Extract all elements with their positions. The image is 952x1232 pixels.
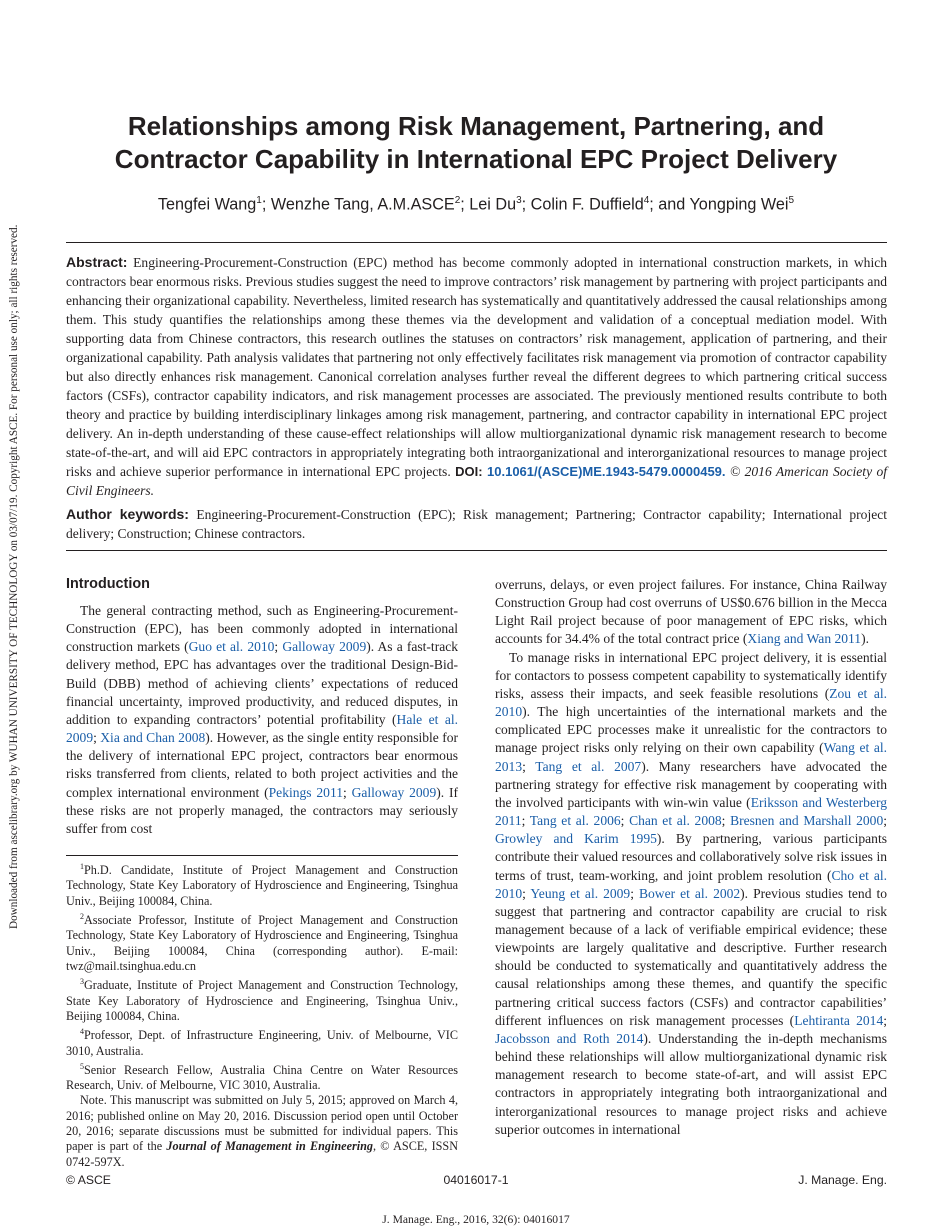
footnote-mark: 4: [80, 1027, 84, 1037]
text-segment: ;: [630, 885, 639, 901]
footnote-rule: [66, 855, 458, 856]
text-segment: ). Many researchers have advocated the partnering strategy for effective risk management by cooperating with the involved participants with win-win value (: [495, 758, 887, 810]
footnote-mark: 5: [80, 1061, 84, 1071]
citation-link[interactable]: Wang et al. 2013: [495, 740, 888, 774]
footnote-text: Ph.D. Candidate, Institute of Project Management and Construction Technology, State Key Laboratory of Hydroscience and Engineering, Tsinghua Univ., Beijing 100084, China.: [66, 863, 458, 908]
citation-link[interactable]: Cho et al. 2010: [495, 867, 888, 901]
author-separator: ;: [261, 195, 271, 214]
author-separator: ;: [460, 195, 470, 214]
footnote-text: Professor, Dept. of Infrastructure Engineering, Univ. of Melbourne, VIC 3010, Australia.: [66, 1028, 458, 1058]
author-affiliation-mark: 2: [454, 195, 461, 206]
author-name: Tengfei Wang: [157, 195, 257, 214]
text-segment: ). As a fast-track delivery method, EPC has advantages over the traditional Design-Bid-Build (DBB) method of achieving clients’ expectations of reduced financial uncertainty, improved productivity, and reduced disputes, in addition to expanding contractors’ potential profitability (: [66, 639, 459, 727]
footnote-text: Graduate, Institute of Project Management and Construction Technology, State Key Laboratory of Hydroscience and Engineering, Tsinghua Univ., Beijing 100084, China.: [66, 978, 458, 1023]
author-name: Wenzhe Tang, A.M.ASCE: [270, 195, 455, 214]
author-separator: ; and: [649, 195, 690, 214]
text-segment: ). By partnering, various participants contribute their valued resources and collaboratively solve risk issues in terms of trust, team-working, and joint problem resolution (: [495, 831, 887, 883]
citation-link[interactable]: Chan et al. 2008: [629, 813, 722, 829]
citation-link[interactable]: Guo et al. 2010: [188, 639, 275, 655]
author-name: Yongping Wei: [689, 195, 789, 214]
footer-journal: J. Manage. Eng.: [798, 1173, 887, 1187]
footnote-mark: 1: [80, 862, 84, 871]
keywords-bottom-rule: [66, 550, 887, 551]
text-segment: ;: [342, 784, 352, 800]
affiliation-footnote: [66, 909, 458, 974]
footnote-mark: 3: [80, 977, 84, 987]
introduction-heading: Introduction: [66, 576, 150, 592]
author-name: Lei Du: [469, 195, 517, 214]
affiliation-footnote: [66, 859, 458, 909]
text-segment: ;: [522, 758, 536, 774]
citation-link[interactable]: Tang et al. 2006: [529, 813, 621, 829]
citation-link[interactable]: Xia and Chan 2008: [100, 730, 206, 746]
keywords-label: Author keywords:: [66, 506, 189, 522]
text-segment: overruns, delays, or even project failures. For instance, China Railway Construction Group had cost overruns of US$0.676 billion in the Mecca Light Rail project because of poor management of EPC risks, which accounts for 34.4% of the total contract price (: [495, 577, 887, 647]
citation-link[interactable]: Tang et al. 2007: [535, 758, 642, 774]
footnote-text: Associate Professor, Institute of Project Management and Construction Technology, State Key Laboratory of Hydroscience and Engineering, Tsinghua Univ., Beijing 100084, China (corresponding author). E-mail: twz@mail.tsinghua.edu.cn: [66, 913, 458, 973]
author-affiliation-mark: 5: [788, 195, 795, 206]
text-segment: ;: [883, 1012, 887, 1028]
citation-link[interactable]: Galloway 2009: [351, 784, 437, 800]
intro-paragraph-1: [66, 602, 458, 838]
abstract-label: Abstract:: [66, 254, 128, 270]
text-segment: ;: [522, 885, 531, 901]
citation-link[interactable]: Lehtiranta 2014: [794, 1012, 884, 1028]
footnotes: [66, 859, 458, 1170]
text-segment: ;: [620, 813, 630, 829]
text-segment: ;: [721, 813, 731, 829]
citation-link[interactable]: Jacobsson and Roth 2014: [495, 1030, 644, 1046]
footer-copyright: © ASCE: [66, 1173, 111, 1187]
doi-label: DOI:: [455, 464, 483, 479]
keywords-text: Engineering-Procurement-Construction (EPC); Risk management; Partnering; Contractor capability; International project delivery; Construction; Chinese contractors.: [66, 507, 888, 541]
download-notice: Downloaded from ascelibrary.org by WUHAN UNIVERSITY OF TECHNOLOGY on 03/07/19. Copyright ASCE. For personal use only; all rights reserved.: [8, 225, 20, 930]
text-segment: ). The high uncertainties of the international markets and the complicated EPC processes make it unrealistic for the contractors to manage project risks only relying on their own capability (: [495, 704, 887, 756]
citation-link[interactable]: Galloway 2009: [282, 639, 367, 655]
author-list: [40, 189, 912, 216]
journal-name: Journal of Management in Engineering: [166, 1139, 374, 1154]
footnote-text: Senior Research Fellow, Australia China Centre on Water Resources Research, Univ. of Melbourne, VIC 3010, Australia.: [66, 1062, 458, 1093]
citation-link[interactable]: Xiang and Wan 2011: [747, 631, 862, 647]
citation-link[interactable]: Growley and Karim 1995: [495, 831, 657, 847]
text-segment: ). Understanding the in-depth mechanisms behind these relationships will allow multiorganizational dynamic risk management research to become state-of-art, and will assist EPC contractors in appropriately integrating both intraorganizational and interorganizational resources to manage project risks and achieve superior outcomes in international: [495, 1030, 887, 1137]
affiliation-footnote: [66, 1059, 458, 1094]
citation-link[interactable]: Hale et al. 2009: [66, 711, 458, 746]
citation-line: J. Manage. Eng., 2016, 32(6): 04016017: [382, 1213, 570, 1226]
citation-link[interactable]: Eriksson and Westerberg 2011: [495, 794, 887, 829]
text-segment: ;: [883, 813, 887, 829]
title-line-1: Relationships among Risk Management, Partnering, and: [127, 111, 825, 141]
text-segment: ).: [861, 631, 869, 647]
citation-link[interactable]: Zou et al. 2010: [495, 685, 887, 720]
doi-link[interactable]: 10.1061/(ASCE)ME.1943-5479.0000459.: [487, 464, 726, 479]
text-segment: To manage risks in international EPC project delivery, it is essential for contactors to possess competent capability to systematically identify risks, assess their impacts, and seek feasible resolutions (: [495, 649, 887, 701]
text-segment: ;: [521, 813, 530, 829]
author-keywords: [66, 505, 887, 543]
citation-link[interactable]: Pekings 2011: [268, 784, 343, 800]
copyright-notice: © 2016 American Society of Civil Engineers.: [66, 464, 888, 498]
abstract-top-rule: [66, 242, 887, 243]
text-segment: ). Previous studies tend to suggest that partnering and contractor capability are crucial to risk management because of a lack of verifiable empirical evidence; these viewpoints are largely qualitative and descriptive. Further research should be conducted to systematically and quantitatively address the causal relationships among these themes, and quantify the specific partnering critical success factors (CSFs) and contractor capabilities’ different influences on risk management processes (: [495, 885, 888, 1028]
article-title: [40, 110, 912, 176]
left-column: [66, 574, 458, 838]
author-name: Colin F. Duffield: [530, 195, 644, 214]
text-segment: ). However, as the single entity responsible for the delivery of international EPC project, contractors bear enormous risks transferred from clients, related to both project activities and the complex international environment (: [66, 730, 459, 800]
manuscript-note: Note. This manuscript was submitted on July 5, 2015; approved on March 4, 2016; published online on May 20, 2016. Discussion period open until October 20, 2016; separate discussions must be submitted for individual papers. This paper is part of the Journal of Management in Engineering, © ASCE, ISSN 0742-597X.: [66, 1093, 458, 1169]
abstract: [66, 253, 887, 500]
author-separator: ;: [521, 195, 531, 214]
abstract-text: Engineering-Procurement-Construction (EPC) method has become commonly adopted in international construction markets, in which contractors bear enormous risks. Previous studies suggest the need to improve contractors’ risk management by partnering with project participants and enhancing their organizational capability. Nevertheless, limited research has systematically and quantitatively addressed the causal relationships among them. This study quantifies the relationships among these themes via the development and validation of a conceptual mediation model. With supporting data from Chinese contractors, this research outlines the statuses on contractors’ risk management, application of partnering, and their organizational capability. Path analysis validates that partnering not only effectively facilitates risk management via promotion of contractor capability but also directly enhances risk management. Canonical correlation analyses further reveal the different degrees to which partnering critical success factors (CSFs), contractor capability indicators, and risk management processes are associated. The previously mentioned results contribute to both theory and practice by building interdisciplinary linkages among risk management, partnering, and contractor capability in international EPC project delivery. An in-depth understanding of these cause-effect relationships will allow multiorganizational dynamic risk management research to become state-of-the-art, and will aid EPC contractors in appropriately integrating both intraorganizational and interorganizational resources to manage project risks and achieve superior performance in international EPC projects.: [66, 255, 887, 479]
author-affiliation-mark: 3: [516, 195, 522, 206]
text-segment: The general contracting method, such as Engineering-Procurement-Construction (EPC), has been commonly adopted in international construction markets (: [66, 603, 458, 655]
affiliation-footnote: [66, 1024, 458, 1059]
title-line-2: Contractor Capability in International EPC Project Delivery: [114, 144, 838, 174]
text-segment: ). If these risks are not properly managed, the contractors may seriously suffer from cost: [66, 784, 458, 836]
citation-link[interactable]: Bower et al. 2002: [638, 885, 741, 901]
affiliation-footnote: [66, 974, 458, 1024]
intro-paragraph-2: [495, 649, 887, 1139]
author-affiliation-mark: 1: [256, 195, 262, 206]
right-column: [495, 576, 887, 1139]
citation-link[interactable]: Yeung et al. 2009: [530, 885, 631, 901]
text-segment: ;: [93, 730, 101, 746]
citation-link[interactable]: Bresnen and Marshall 2000: [730, 813, 884, 829]
text-segment: ;: [274, 639, 283, 655]
author-affiliation-mark: 4: [643, 195, 650, 206]
footnote-mark: 2: [80, 911, 84, 921]
page-number: 04016017-1: [443, 1173, 509, 1187]
intro-paragraph-1-continued: [495, 576, 887, 649]
